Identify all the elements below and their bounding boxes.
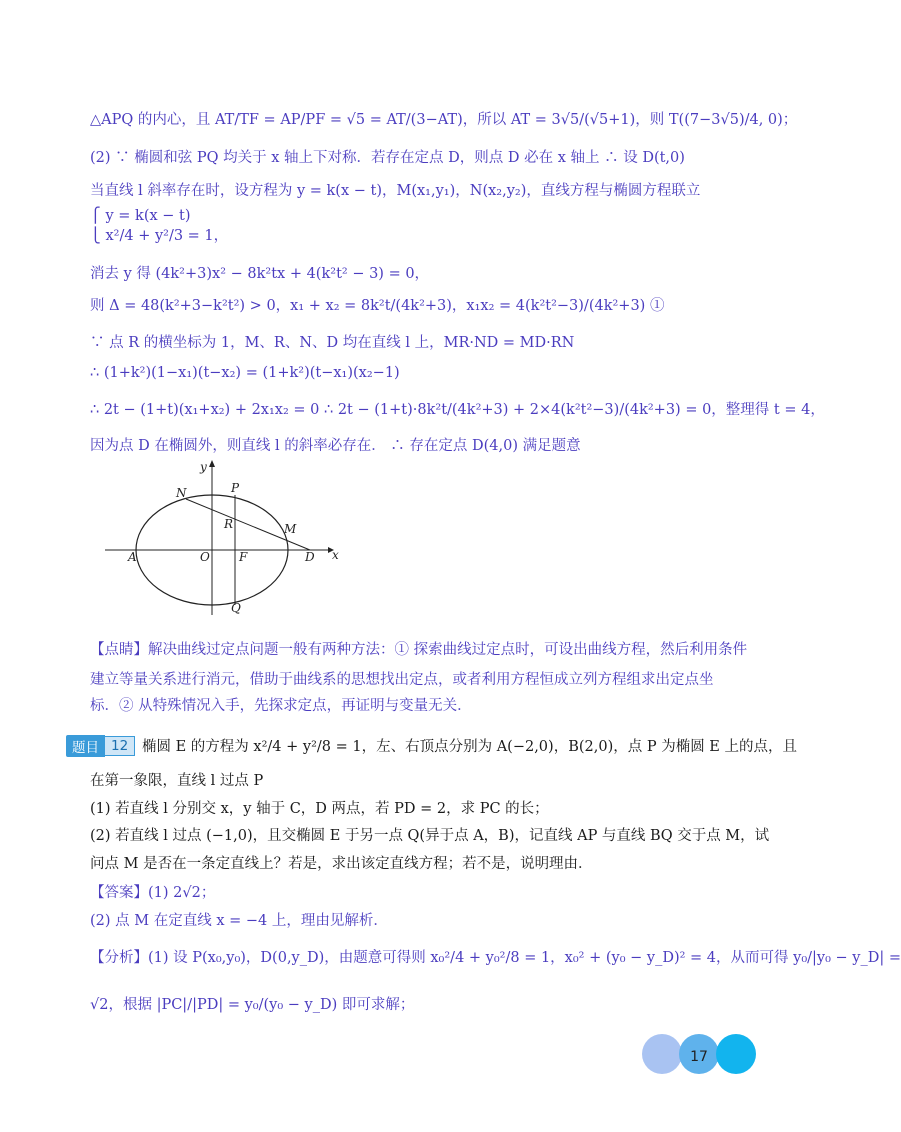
comment-line-2: 建立等量关系进行消元，借助于曲线系的思想找出定点，或者利用方程恒成立列方程组求出定点坐 xyxy=(90,672,714,688)
question-line-2: 在第一象限，直线 l 过点 P xyxy=(90,773,264,789)
solution-line-10: 因为点 D 在椭圆外，则直线 l 的斜率必存在． ∴ 存在定点 D(4,0) 满足题意 xyxy=(90,438,581,454)
question-line-4: (2) 若直线 l 过点 (−1,0)，且交椭圆 E 于另一点 Q(异于点 A，B)，记直线 AP 与直线 BQ 交于点 M，试 xyxy=(90,828,770,844)
analysis-line-1: 【分析】(1) 设 P(x₀,y₀)，D(0,y_D)，由题意可得则 x₀²/4 + y₀²/8 = 1，x₀² + (y₀ − y_D)² = 4，从而可得 y₀/|y₀ − y_D| = xyxy=(90,950,901,966)
question-line-3: (1) 若直线 l 分别交 x，y 轴于 C，D 两点，若 PD = 2，求 PC 的长； xyxy=(90,801,549,817)
ellipse-figure xyxy=(100,455,350,625)
answer-line-1: 【答案】(1) 2√2； xyxy=(90,885,216,901)
label-q: Q xyxy=(231,601,241,615)
label-f: F xyxy=(239,550,248,564)
page-circle-left xyxy=(642,1034,682,1074)
answer-line-2: (2) 点 M 在定直线 x = −4 上，理由见解析． xyxy=(90,913,388,929)
system-line-2: ⎩ x²/4 + y²/3 = 1， xyxy=(90,228,229,244)
solution-line-8: ∴ (1+k²)(1−x₁)(t−x₂) = (1+k²)(t−x₁)(x₂−1) xyxy=(90,365,400,381)
solution-line-9: ∴ 2t − (1+t)(x₁+x₂) + 2x₁x₂ = 0 ∴ 2t − (1+t)·8k²t/(4k²+3) + 2×4(k²t²−3)/(4k²+3) = 0，整理得 t = 4， xyxy=(90,402,825,418)
solution-line-2: (2) ∵ 椭圆和弦 PQ 均关于 x 轴上下对称．若存在定点 D，则点 D 必在 x 轴上 ∴ 设 D(t,0) xyxy=(90,150,685,166)
label-o: O xyxy=(200,550,210,564)
question-tag xyxy=(66,736,135,756)
page-circle-right xyxy=(716,1034,756,1074)
label-y: y xyxy=(200,460,207,474)
label-d: D xyxy=(305,550,315,564)
label-p: P xyxy=(231,481,240,495)
solution-line-1: △APQ 的内心，且 AT/TF = AP/PF = √5 = AT/(3−AT)，所以 AT = 3√5/(√5+1)，则 T((7−3√5)/4, 0)； xyxy=(90,112,798,128)
page-number: 17 xyxy=(690,1049,708,1065)
label-n: N xyxy=(176,486,187,500)
label-r: R xyxy=(224,517,234,531)
label-m: M xyxy=(284,522,297,536)
label-a: A xyxy=(128,550,137,564)
solution-line-5: 消去 y 得 (4k²+3)x² − 8k²tx + 4(k²t² − 3) = 0， xyxy=(90,266,430,282)
question-tag-number: 12 xyxy=(105,736,135,756)
question-tag-label: 题目 xyxy=(66,735,105,757)
analysis-line-2: √2，根据 |PC|/|PD| = y₀/(y₀ − y_D) 即可求解； xyxy=(90,997,415,1013)
question-line-5: 问点 M 是否在一条定直线上？若是，求出该定直线方程；若不是，说明理由． xyxy=(90,856,593,872)
solution-line-7: ∵ 点 R 的横坐标为 1，M、R、N、D 均在直线 l 上，MR·ND = MD·RN xyxy=(90,335,575,351)
system-line-1: ⎧ y = k(x − t) xyxy=(90,208,191,224)
label-x: x xyxy=(332,548,339,562)
y-axis-arrow xyxy=(209,460,215,467)
solution-line-6: 则 Δ = 48(k²+3−k²t²) > 0，x₁ + x₂ = 8k²t/(4k²+3)，x₁x₂ = 4(k²t²−3)/(4k²+3) ① xyxy=(90,298,665,314)
question-line-1: 椭圆 E 的方程为 x²/4 + y²/8 = 1，左、右顶点分别为 A(−2,0)，B(2,0)，点 P 为椭圆 E 上的点，且 xyxy=(142,739,797,755)
comment-line-3: 标．② 从特殊情况入手，先探求定点，再证明与变量无关． xyxy=(90,698,472,714)
solution-line-3: 当直线 l 斜率存在时，设方程为 y = k(x − t)，M(x₁,y₁)，N(x₂,y₂)，直线方程与椭圆方程联立 xyxy=(90,183,701,199)
comment-line-1: 【点睛】解决曲线过定点问题一般有两种方法：① 探索曲线过定点时，可设出曲线方程，然后利用条件 xyxy=(90,642,748,658)
